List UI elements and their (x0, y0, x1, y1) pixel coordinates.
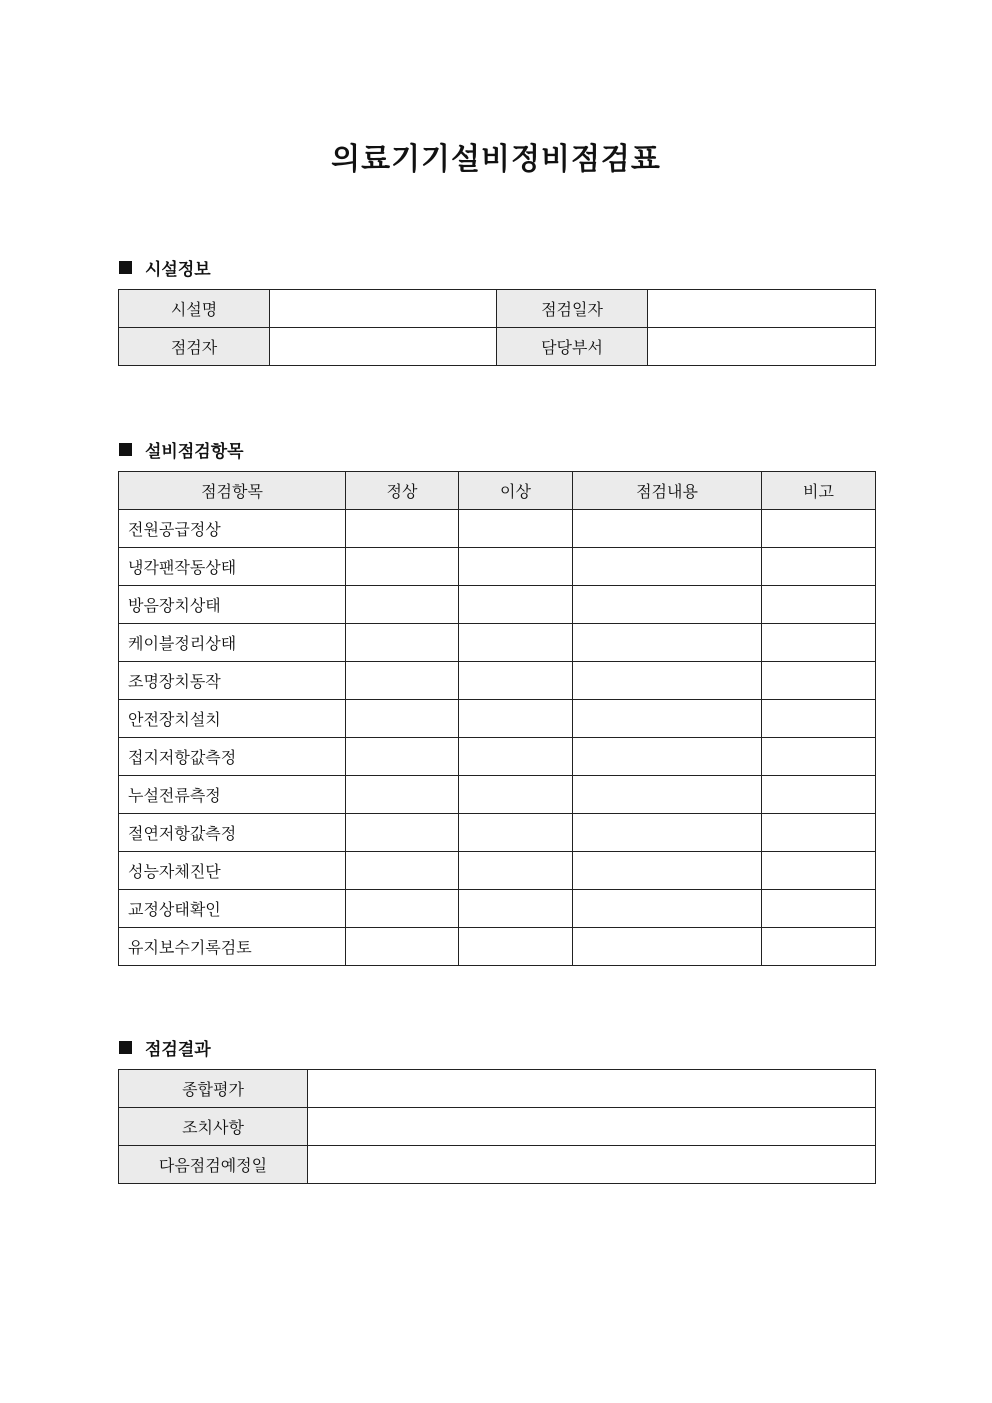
checklist-item-label: 케이블정리상태 (119, 624, 346, 662)
overall-evaluation-label: 종합평가 (119, 1070, 308, 1108)
abnormal-check-cell[interactable] (459, 662, 573, 700)
table-row (119, 776, 876, 814)
checklist-item-label: 누설전류측정 (119, 776, 346, 814)
column-header-details: 점검내용 (573, 472, 762, 510)
actions-taken-label: 조치사항 (119, 1108, 308, 1146)
abnormal-check-cell[interactable] (459, 586, 573, 624)
abnormal-check-cell[interactable] (459, 852, 573, 890)
facility-name-label: 시설명 (119, 290, 270, 328)
details-cell[interactable] (573, 814, 762, 852)
remarks-cell[interactable] (762, 852, 876, 890)
checklist-heading (119, 437, 244, 462)
details-cell[interactable] (573, 586, 762, 624)
remarks-cell[interactable] (762, 738, 876, 776)
normal-check-cell[interactable] (346, 700, 459, 738)
normal-check-cell[interactable] (346, 738, 459, 776)
abnormal-check-cell[interactable] (459, 928, 573, 966)
normal-check-cell[interactable] (346, 928, 459, 966)
details-cell[interactable] (573, 928, 762, 966)
abnormal-check-cell[interactable] (459, 510, 573, 548)
table-row (119, 814, 876, 852)
square-bullet-icon (119, 261, 132, 274)
table-row (119, 890, 876, 928)
abnormal-check-cell[interactable] (459, 624, 573, 662)
remarks-cell[interactable] (762, 700, 876, 738)
checklist-item-label: 유지보수기록검토 (119, 928, 346, 966)
result-table (118, 1069, 876, 1184)
checklist-item-label: 방음장치상태 (119, 586, 346, 624)
details-cell[interactable] (573, 852, 762, 890)
checklist-item-label: 성능자체진단 (119, 852, 346, 890)
abnormal-check-cell[interactable] (459, 776, 573, 814)
details-cell[interactable] (573, 738, 762, 776)
checklist-item-label: 냉각팬작동상태 (119, 548, 346, 586)
normal-check-cell[interactable] (346, 586, 459, 624)
table-row (119, 738, 876, 776)
result-heading-text: 점검결과 (145, 1040, 211, 1060)
abnormal-check-cell[interactable] (459, 548, 573, 586)
facility-info-heading (119, 255, 211, 280)
normal-check-cell[interactable] (346, 662, 459, 700)
table-row (119, 852, 876, 890)
normal-check-cell[interactable] (346, 890, 459, 928)
table-row (119, 290, 876, 328)
remarks-cell[interactable] (762, 510, 876, 548)
details-cell[interactable] (573, 662, 762, 700)
inspection-date-label: 점검일자 (497, 290, 648, 328)
facility-info-heading-text: 시설정보 (145, 260, 211, 280)
details-cell[interactable] (573, 700, 762, 738)
column-header-item: 점검항목 (119, 472, 346, 510)
checklist-item-label: 조명장치동작 (119, 662, 346, 700)
table-row (119, 548, 876, 586)
normal-check-cell[interactable] (346, 776, 459, 814)
table-row (119, 328, 876, 366)
facility-name-field[interactable] (270, 290, 497, 328)
abnormal-check-cell[interactable] (459, 814, 573, 852)
checklist-item-label: 안전장치설치 (119, 700, 346, 738)
table-row (119, 586, 876, 624)
abnormal-check-cell[interactable] (459, 890, 573, 928)
details-cell[interactable] (573, 510, 762, 548)
table-row (119, 928, 876, 966)
details-cell[interactable] (573, 548, 762, 586)
remarks-cell[interactable] (762, 548, 876, 586)
square-bullet-icon (119, 1041, 132, 1054)
table-row (119, 1070, 876, 1108)
square-bullet-icon (119, 443, 132, 456)
abnormal-check-cell[interactable] (459, 700, 573, 738)
department-field[interactable] (648, 328, 876, 366)
inspector-field[interactable] (270, 328, 497, 366)
facility-info-table (118, 289, 876, 366)
table-row (119, 624, 876, 662)
normal-check-cell[interactable] (346, 852, 459, 890)
column-header-remarks: 비고 (762, 472, 876, 510)
remarks-cell[interactable] (762, 928, 876, 966)
checklist-table (118, 471, 876, 966)
remarks-cell[interactable] (762, 776, 876, 814)
department-label: 담당부서 (497, 328, 648, 366)
table-row (119, 1146, 876, 1184)
remarks-cell[interactable] (762, 890, 876, 928)
details-cell[interactable] (573, 624, 762, 662)
document-title: 의료기기설비정비점검표 (331, 142, 661, 177)
checklist-heading-text: 설비점검항목 (145, 442, 244, 462)
normal-check-cell[interactable] (346, 624, 459, 662)
details-cell[interactable] (573, 890, 762, 928)
normal-check-cell[interactable] (346, 548, 459, 586)
inspection-date-field[interactable] (648, 290, 876, 328)
actions-taken-field[interactable] (308, 1108, 876, 1146)
remarks-cell[interactable] (762, 814, 876, 852)
table-row (119, 1108, 876, 1146)
next-inspection-date-field[interactable] (308, 1146, 876, 1184)
remarks-cell[interactable] (762, 624, 876, 662)
details-cell[interactable] (573, 776, 762, 814)
table-row (119, 662, 876, 700)
next-inspection-date-label: 다음점검예정일 (119, 1146, 308, 1184)
checklist-item-label: 절연저항값측정 (119, 814, 346, 852)
normal-check-cell[interactable] (346, 814, 459, 852)
column-header-abnormal: 이상 (459, 472, 573, 510)
overall-evaluation-field[interactable] (308, 1070, 876, 1108)
remarks-cell[interactable] (762, 662, 876, 700)
checklist-item-label: 전원공급정상 (119, 510, 346, 548)
table-header-row (119, 472, 876, 510)
abnormal-check-cell[interactable] (459, 738, 573, 776)
normal-check-cell[interactable] (346, 510, 459, 548)
column-header-normal: 정상 (346, 472, 459, 510)
checklist-body (119, 510, 876, 966)
table-row (119, 700, 876, 738)
table-row (119, 510, 876, 548)
inspector-label: 점검자 (119, 328, 270, 366)
checklist-item-label: 접지저항값측정 (119, 738, 346, 776)
remarks-cell[interactable] (762, 586, 876, 624)
checklist-item-label: 교정상태확인 (119, 890, 346, 928)
result-heading (119, 1035, 211, 1060)
